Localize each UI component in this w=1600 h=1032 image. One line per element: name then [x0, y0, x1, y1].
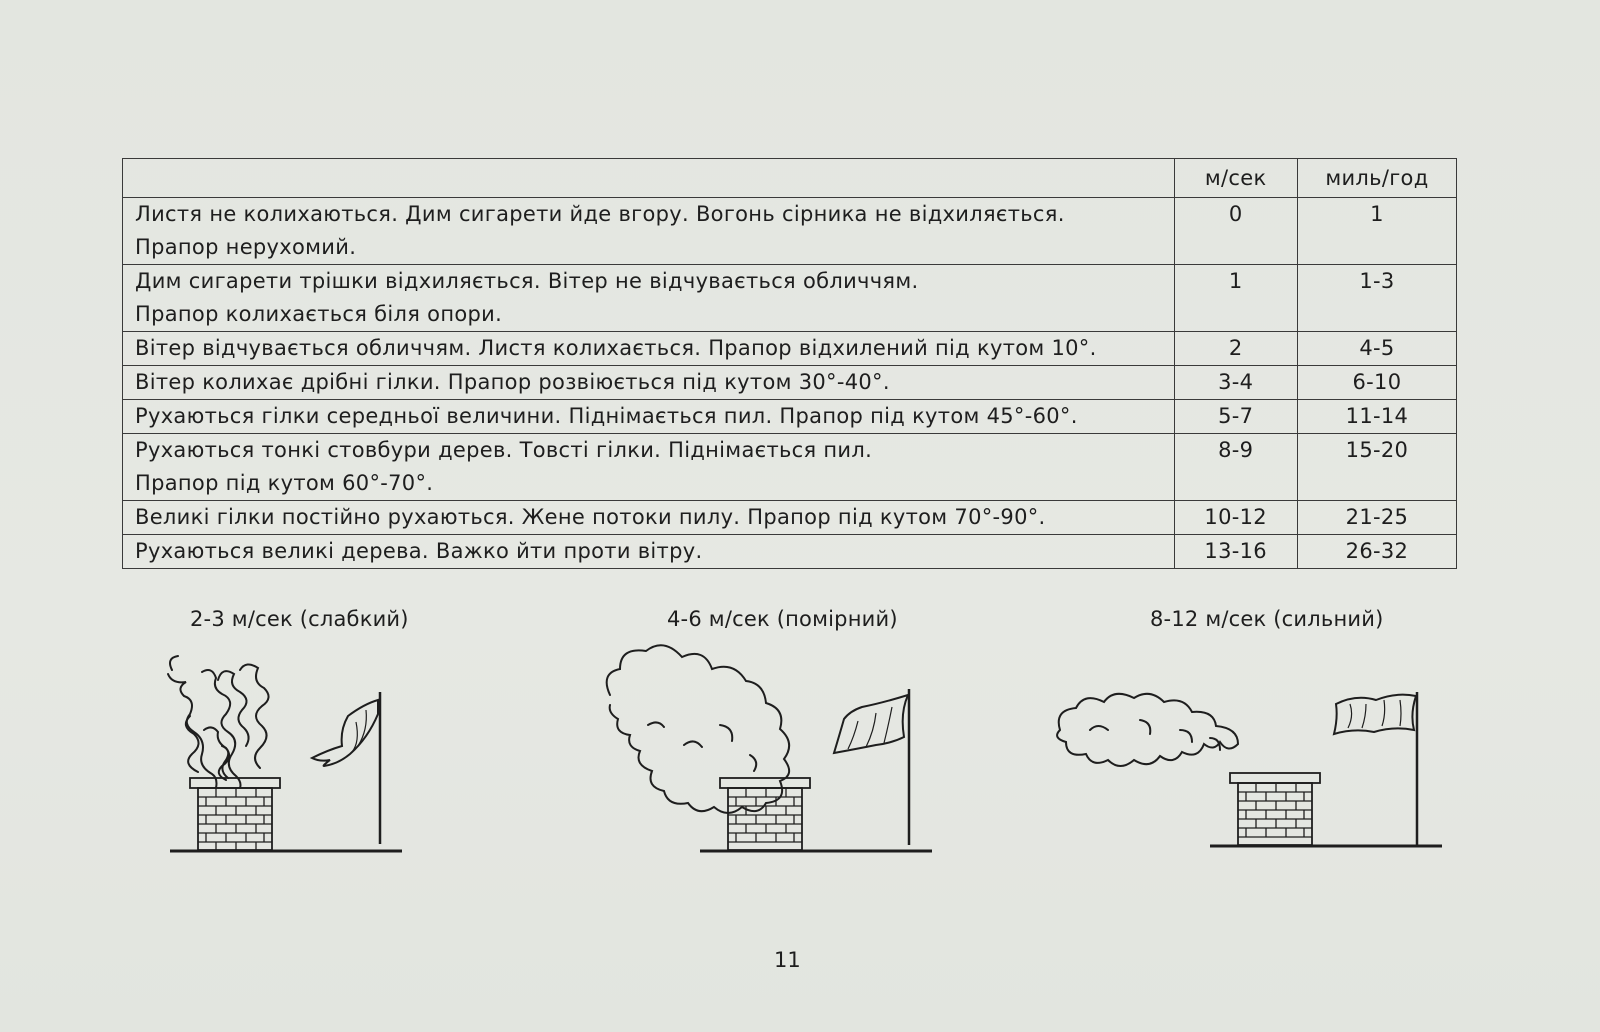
row-description: [123, 265, 1175, 332]
strong-wind-illustration: [1050, 690, 1450, 875]
description-line: Великі гілки постійно рухаються. Жене потоки пилу. Прапор під кутом 70°-90°.: [135, 505, 1046, 529]
flag-icon: [312, 692, 380, 844]
row-ms-value: 1: [1174, 265, 1297, 332]
row-ms-value: 5-7: [1174, 400, 1297, 434]
description-line: Рухаються тонкі стовбури дерев. Товсті гілки. Піднімається пил.: [135, 438, 873, 462]
table-row: [123, 265, 1457, 332]
description-line: Вітер колихає дрібні гілки. Прапор розвіюється під кутом 30°-40°.: [135, 370, 890, 394]
description-line: Рухаються великі дерева. Важко йти проти вітру.: [135, 539, 703, 563]
row-ms-value: 13-16: [1174, 535, 1297, 569]
row-description: [123, 501, 1175, 535]
wind-speed-table: [122, 158, 1457, 569]
table-header-row: [123, 159, 1457, 198]
weak-wind-illustration: [160, 650, 420, 875]
description-line: Листя не колихаються. Дим сигарети йде вгору. Вогонь сірника не відхиляється.: [135, 202, 1065, 226]
table-row: [123, 366, 1457, 400]
chimney-icon: [720, 778, 810, 850]
flag-icon: [1334, 692, 1417, 845]
row-mph-value: 26-32: [1297, 535, 1456, 569]
header-ms: м/сек: [1174, 159, 1297, 198]
row-mph-value: 1-3: [1297, 265, 1456, 332]
table-row: [123, 535, 1457, 569]
row-description: [123, 366, 1175, 400]
row-mph-value: 6-10: [1297, 366, 1456, 400]
row-description: [123, 400, 1175, 434]
row-mph-value: 1: [1297, 198, 1456, 265]
description-line: Прапор під кутом 60°-70°.: [135, 471, 434, 495]
row-mph-value: 15-20: [1297, 434, 1456, 501]
row-ms-value: 2: [1174, 332, 1297, 366]
table-row: [123, 400, 1457, 434]
flag-icon: [834, 689, 909, 845]
row-description: [123, 434, 1175, 501]
cloud-smoke-icon: [1057, 694, 1238, 766]
row-ms-value: 10-12: [1174, 501, 1297, 535]
table-row: [123, 332, 1457, 366]
row-ms-value: 8-9: [1174, 434, 1297, 501]
row-description: [123, 332, 1175, 366]
row-mph-value: 11-14: [1297, 400, 1456, 434]
row-ms-value: 0: [1174, 198, 1297, 265]
table-row: [123, 501, 1457, 535]
header-mph: миль/год: [1297, 159, 1456, 198]
caption-weak: 2-3 м/сек (слабкий): [190, 607, 409, 631]
row-description: [123, 535, 1175, 569]
row-mph-value: 4-5: [1297, 332, 1456, 366]
caption-strong: 8-12 м/сек (сильний): [1150, 607, 1384, 631]
description-line: Прапор нерухомий.: [135, 235, 357, 259]
table-row: [123, 434, 1457, 501]
moderate-wind-illustration: [600, 645, 940, 875]
row-mph-value: 21-25: [1297, 501, 1456, 535]
description-line: Вітер відчувається обличчям. Листя колихається. Прапор відхилений під кутом 10°.: [135, 336, 1097, 360]
caption-moderate: 4-6 м/сек (помірний): [667, 607, 898, 631]
table-row: [123, 198, 1457, 265]
description-line: Дим сигарети трішки відхиляється. Вітер не відчувається обличчям.: [135, 269, 919, 293]
page-number: 11: [774, 948, 801, 972]
row-description: [123, 198, 1175, 265]
description-line: Рухаються гілки середньої величини. Піднімається пил. Прапор під кутом 45°-60°.: [135, 404, 1078, 428]
header-description: [123, 159, 1175, 198]
row-ms-value: 3-4: [1174, 366, 1297, 400]
chimney-icon: [190, 778, 280, 850]
description-line: Прапор колихається біля опори.: [135, 302, 503, 326]
chimney-icon: [1230, 773, 1320, 845]
